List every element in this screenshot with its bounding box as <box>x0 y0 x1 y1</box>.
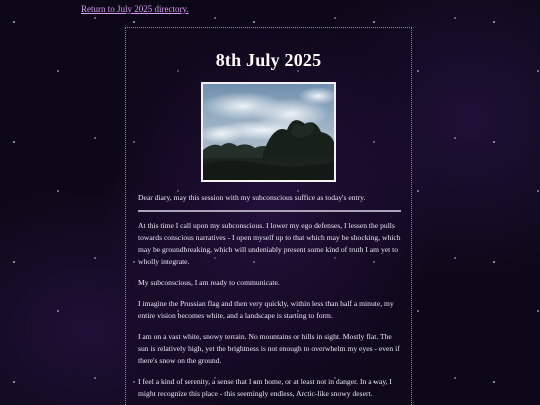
entry-photo <box>201 82 336 182</box>
entry-paragraph: I am on a vast white, snowy terrain. No mountains or hills in sight. Mostly flat. The sun is relatively high, yet the brightness is not enough to overwhelm my eyes - even if there's snow on the ground. <box>138 332 400 365</box>
return-to-directory-link[interactable]: Return to July 2025 directory. <box>81 4 189 14</box>
entry-paragraph: I feel a kind of serenity, a sense that I am home, or at least not in danger. In a way, I might recognize this place - this seemingly endless, Arctic-like snowy desert. <box>138 377 392 398</box>
divider <box>138 210 401 212</box>
entry-paragraph: I imagine the Prussian flag and then very quickly, within less than half a minute, my entire vision becomes white, and a landscape is starting to form. <box>138 299 394 320</box>
landscape-photo-icon <box>203 84 334 180</box>
entry-title: 8th July 2025 <box>215 50 322 70</box>
entry-paragraph: At this time I call upon my subconscious. I lower my ego defenses, I lessen the pulls towards conscious narratives - I open myself up to that which may be shocking, which may be groundbreaking, which will undeniably present some kind of truth I am yet to wholly integrate. <box>138 221 401 266</box>
diary-entry-container <box>125 27 412 405</box>
entry-body <box>126 192 411 400</box>
entry-paragraph: My subconscious, I am ready to communicate. <box>138 278 280 287</box>
entry-intro: Dear diary, may this session with my subconscious suffice as today's entry. <box>138 193 366 202</box>
